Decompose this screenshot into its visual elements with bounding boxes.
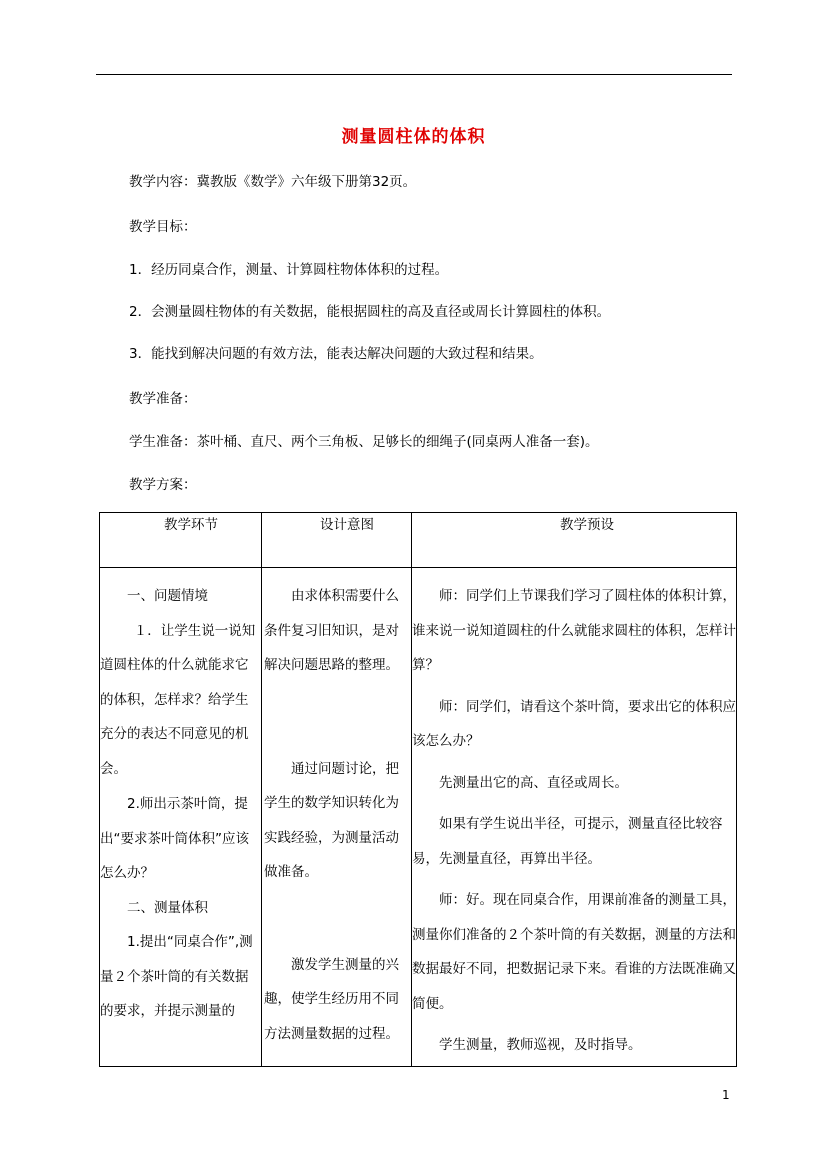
preset-6: 学生测量，教师巡视，及时指导。 — [439, 1037, 642, 1053]
preset-3: 先测量出它的高、直径或周长。 — [439, 774, 628, 791]
page-number: 1 — [722, 1088, 730, 1102]
intent-2: 通过问题讨论，把学生的数学知识转化为实践经验，为测量活动做准备。 — [264, 760, 399, 880]
goal-2: 2．会测量圆柱物体的有关数据，能根据圆柱的高及直径或周长计算圆柱的体积。 — [129, 304, 611, 320]
intent-3: 激发学生测量的兴趣，使学生经历用不同方法测量数据的过程。 — [264, 956, 399, 1042]
document-title: 测量圆柱体的体积 — [341, 127, 486, 147]
stage-heading-1: 一、问题情境 — [127, 588, 208, 604]
preset-5: 师：好。现在同桌合作，用课前准备的测量工具，测量你们准备的２个茶叶筒的有关数据，测量的方法和数据最好不同，把数据记录下来。看谁的方法既准确又简便。 — [412, 892, 736, 1012]
stage-item-2: 2.师出示茶叶筒，提出“要求茶叶筒体积”应该怎么办？ — [100, 796, 249, 881]
header-teaching-stage: 教学环节 — [100, 513, 262, 568]
cell-teaching-preset — [412, 568, 737, 1067]
prep-heading: 教学准备： — [129, 391, 197, 407]
teaching-content: 教学内容：冀教版《数学》六年级下册第32页。 — [129, 174, 417, 190]
cell-teaching-stage — [100, 568, 262, 1067]
table-header-row — [100, 513, 737, 568]
prep-students: 学生准备：茶叶桶、直尺、两个三角板、足够长的细绳子(同桌两人准备一套)。 — [129, 434, 599, 450]
stage-item-1: １．让学生说一说知道圆柱体的什么就能求它的体积，怎样求？给学生充分的表达不同意见的机会。 — [100, 622, 256, 777]
plan-heading: 教学方案： — [129, 477, 197, 493]
stage-item-3: 1.提出“同桌合作”,测量２个茶叶筒的有关数据的要求，并提示测量的 — [100, 934, 253, 1019]
preset-1: 师：同学们上节课我们学习了圆柱体的体积计算，谁来说一说知道圆柱的什么就能求圆柱的体积，怎样计算？ — [412, 588, 736, 673]
header-design-intent: 设计意图 — [262, 513, 412, 568]
intent-1: 由求体积需要什么条件复习旧知识，是对解决问题思路的整理。 — [264, 588, 399, 673]
preset-4: 如果有学生说出半径，可提示，测量直径比较容易，先测量直径，再算出半径。 — [412, 816, 723, 867]
goals-heading: 教学目标： — [129, 219, 197, 235]
lesson-plan-table — [99, 512, 737, 1067]
preset-2: 师：同学们，请看这个茶叶筒，要求出它的体积应该怎么办？ — [412, 698, 736, 749]
goal-3: 3．能找到解决问题的有效方法，能表达解决问题的大致过程和结果。 — [129, 346, 543, 362]
table-row — [100, 568, 737, 1067]
cell-design-intent — [262, 568, 412, 1067]
header-teaching-preset: 教学预设 — [412, 513, 737, 568]
header-rule — [96, 74, 732, 75]
goal-1: 1．经历同桌合作，测量、计算圆柱物体体积的过程。 — [129, 262, 449, 278]
stage-heading-2: 二、测量体积 — [127, 899, 208, 916]
